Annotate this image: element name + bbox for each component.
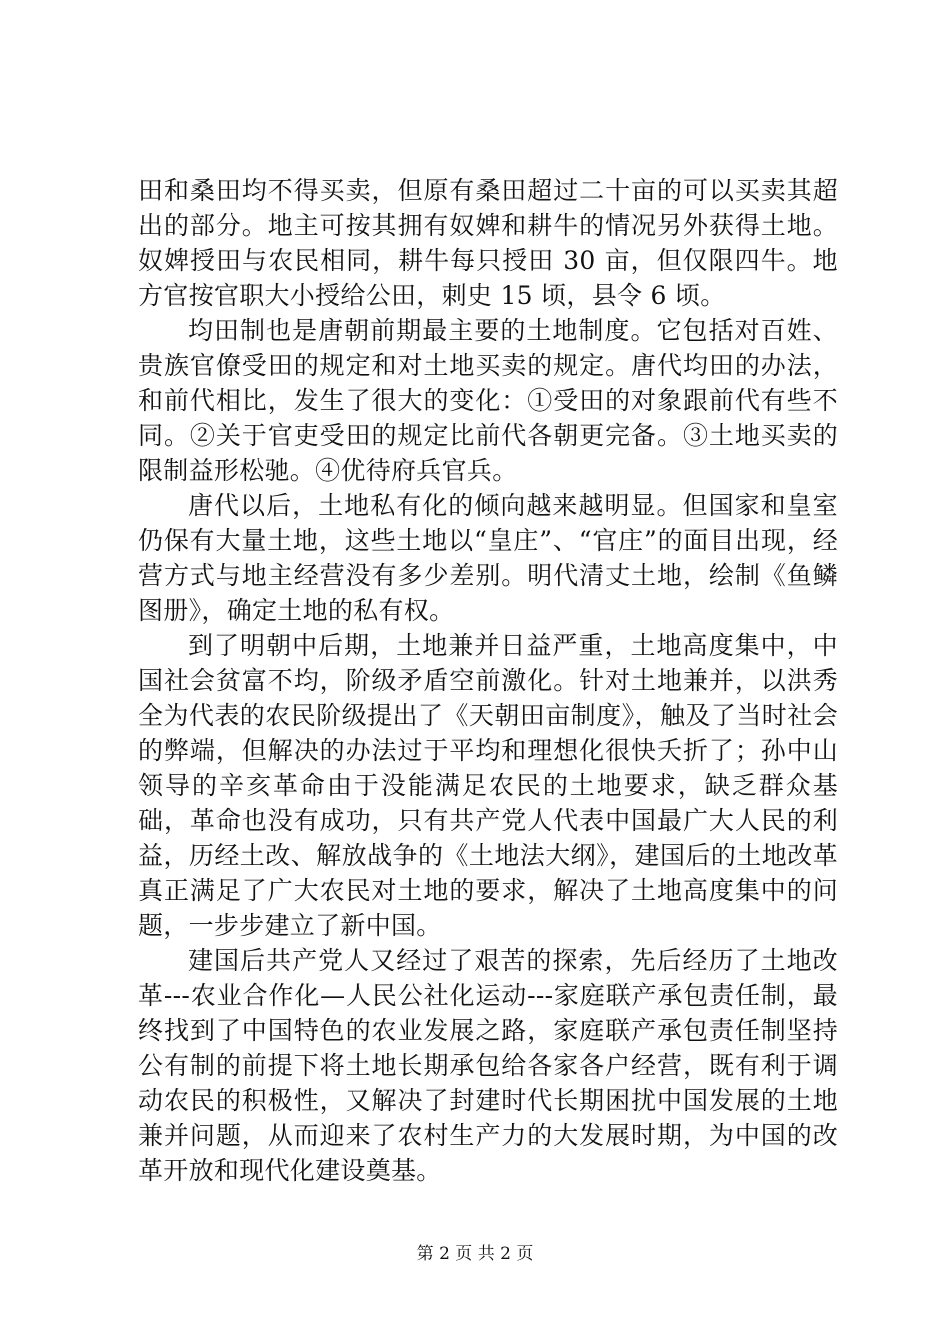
paragraph-post-founding: 建国后共产党人又经过了艰苦的探索，先后经历了土地改革---农业合作化—人民公社化运动---家庭联产承包责任制，最终找到了中国特色的农业发展之路，家庭联产承包责任制坚持公有制的前提下将土地长期承包给各家各户经营，既有利于调动农民的积极性，又解决了封建时代长期困扰中国发展的土地兼并问题，从而迎来了农村生产力的大发展时期，为中国的改革开放和现代化建设奠基。 [138,946,838,1185]
paragraph-privatization: 唐代以后，土地私有化的倾向越来越明显。但国家和皇室仍保有大量土地，这些土地以“皇庄”、“官庄”的面目出现，经营方式与地主经营没有多少差别。明代清丈土地，绘制《鱼鳞图册》，确定土地的私有权。 [138,491,838,625]
paragraph-land-annexation: 到了明朝中后期，土地兼并日益严重，土地高度集中，中国社会贫富不均，阶级矛盾空前激化。针对土地兼并，以洪秀全为代表的农民阶级提出了《天朝田亩制度》，触及了当时社会的弊端，但解决的办法过于平均和理想化很快夭折了；孙中山领导的辛亥革命由于没能满足农民的土地要求，缺乏群众基础，革命也没有成功，只有共产党人代表中国最广大人民的利益，历经土改、解放战争的《土地法大纲》，建国后的土地改革真正满足了广大农民对土地的要求，解决了土地高度集中的问题，一步步建立了新中国。 [138,631,838,940]
document-body [138,173,838,1188]
paragraph-continued: 田和桑田均不得买卖，但原有桑田超过二十亩的可以买卖其超出的部分。地主可按其拥有奴婢和耕牛的情况另外获得土地。奴婢授田与农民相同，耕牛每只授田 30 亩，但仅限四牛。地方官按官职大小授给公田，刺史 15 顷，县令 6 顷。 [138,176,838,310]
paragraph-tang-land-system: 均田制也是唐朝前期最主要的土地制度。它包括对百姓、贵族官僚受田的规定和对土地买卖的规定。唐代均田的办法，和前代相比，发生了很大的变化：①受田的对象跟前代有些不同。②关于官吏受田的规定比前代各朝更完备。③土地买卖的限制益形松驰。④优待府兵官兵。 [138,316,838,485]
page-number-footer: 第 2 页 共 2 页 [416,1244,534,1264]
